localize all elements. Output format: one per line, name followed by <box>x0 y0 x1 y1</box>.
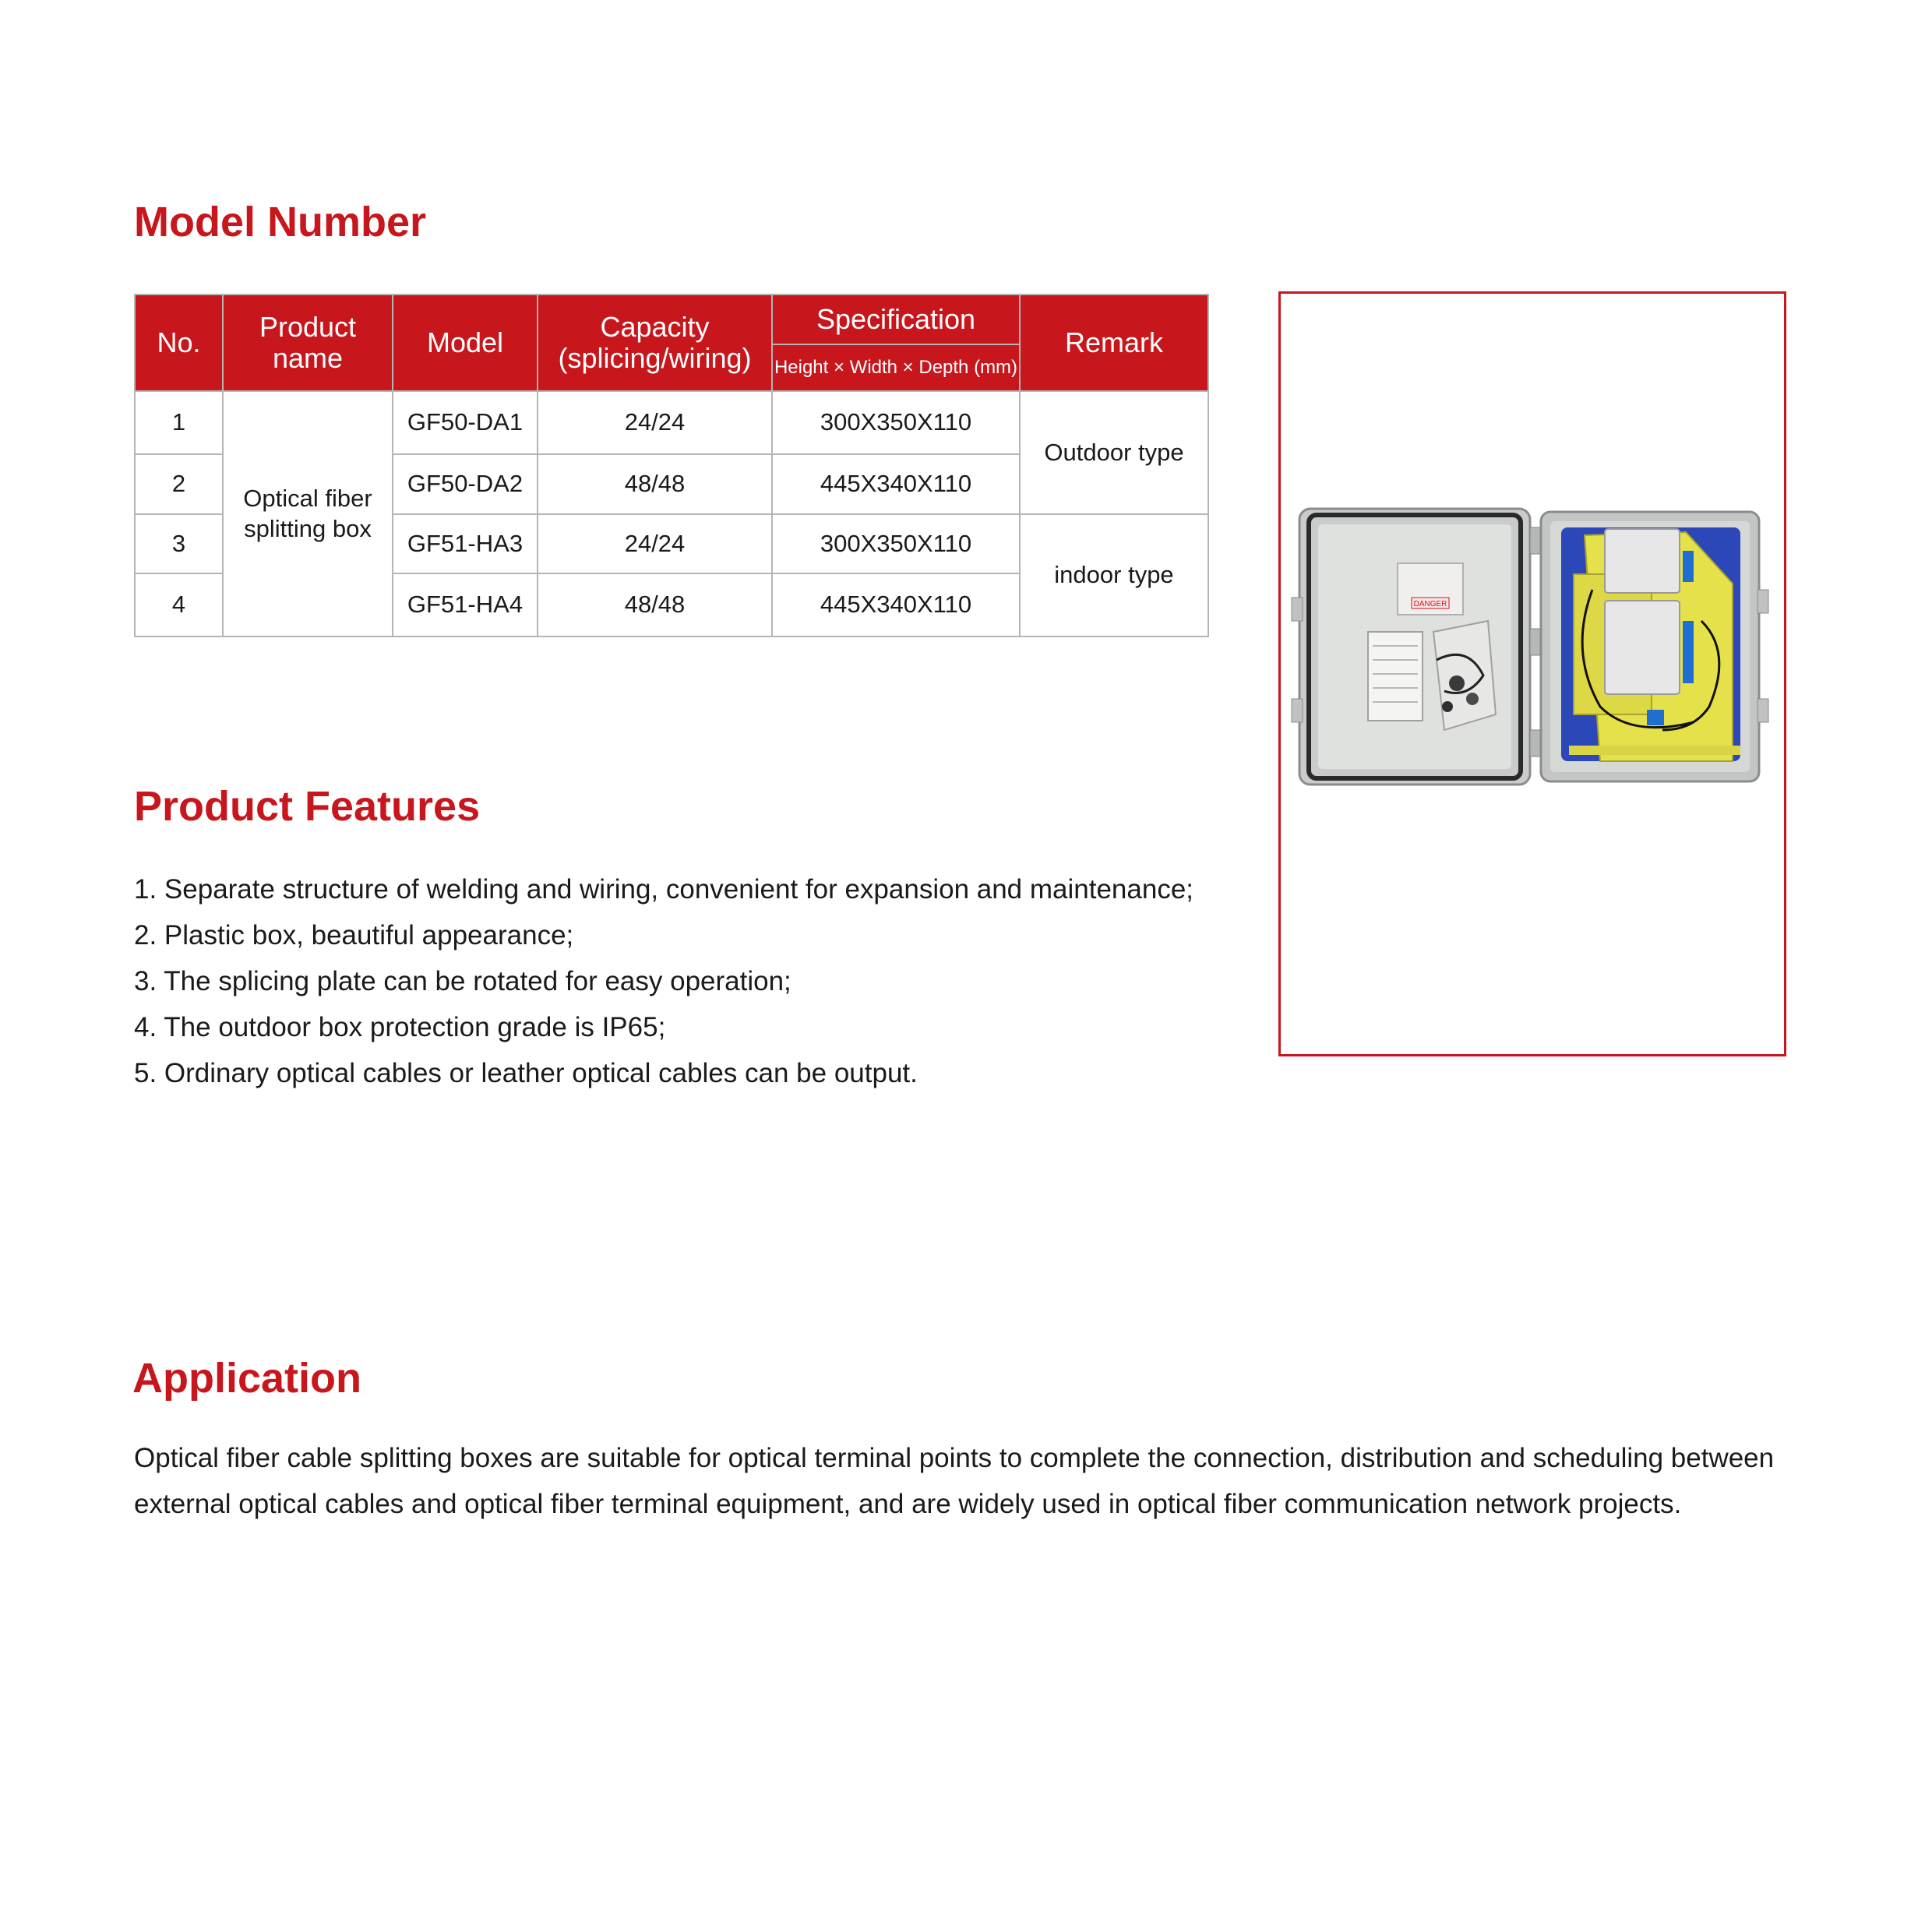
cell-spec: 445X340X110 <box>772 454 1020 514</box>
model-spec-table <box>134 294 1209 637</box>
cell-capacity: 48/48 <box>538 454 772 514</box>
header-remark: Remark <box>1020 294 1208 391</box>
cell-model: GF50-DA2 <box>393 454 538 514</box>
header-capacity: Capacity (splicing/wiring) <box>538 294 772 391</box>
list-item: 4. The outdoor box protection grade is IP65; <box>134 1012 666 1042</box>
application-description: Optical fiber cable splitting boxes are suitable for optical terminal points to complete the connection, distribution and scheduling between external optical cables and optical fiber terminal equipment, and are widely used in optical fiber communication network projects. <box>134 1443 1775 1519</box>
model-number-heading: Model Number <box>134 199 427 245</box>
application-heading: Application <box>132 1355 361 1402</box>
cell-capacity: 48/48 <box>538 573 772 637</box>
danger-label: DANGER <box>1413 600 1447 608</box>
cell-no: 4 <box>135 573 223 637</box>
cell-no: 2 <box>135 454 223 514</box>
cell-model: GF51-HA4 <box>393 573 538 637</box>
list-item: 2. Plastic box, beautiful appearance; <box>134 920 574 950</box>
table-row <box>135 391 1208 454</box>
features-list <box>134 866 1193 1096</box>
cell-product-name: Optical fiber splitting box <box>223 391 393 637</box>
cell-remark: Outdoor type <box>1020 391 1208 514</box>
cell-model: GF51-HA3 <box>393 514 538 573</box>
cell-spec: 300X350X110 <box>772 514 1020 573</box>
header-spec-dimensions: Height × Width × Depth (mm) <box>772 344 1020 391</box>
fiber-box-illustration <box>1281 294 1784 1054</box>
header-no: No. <box>135 294 223 391</box>
cell-no: 3 <box>135 514 223 573</box>
header-model: Model <box>393 294 538 391</box>
cell-spec: 445X340X110 <box>772 573 1020 637</box>
product-features-heading: Product Features <box>134 783 481 830</box>
cell-spec: 300X350X110 <box>772 391 1020 454</box>
cell-capacity: 24/24 <box>538 391 772 454</box>
cell-capacity: 24/24 <box>538 514 772 573</box>
cell-no: 1 <box>135 391 223 454</box>
product-photo <box>1278 291 1786 1056</box>
list-item: 3. The splicing plate can be rotated for easy operation; <box>134 966 791 996</box>
header-product-name: Product name <box>223 294 393 391</box>
list-item: 1. Separate structure of welding and wiring, convenient for expansion and maintenance; <box>134 874 1194 905</box>
header-specification: Specification <box>772 294 1020 344</box>
cell-model: GF50-DA1 <box>393 391 538 454</box>
list-item: 5. Ordinary optical cables or leather optical cables can be output. <box>134 1058 918 1088</box>
cell-remark: indoor type <box>1020 514 1208 637</box>
